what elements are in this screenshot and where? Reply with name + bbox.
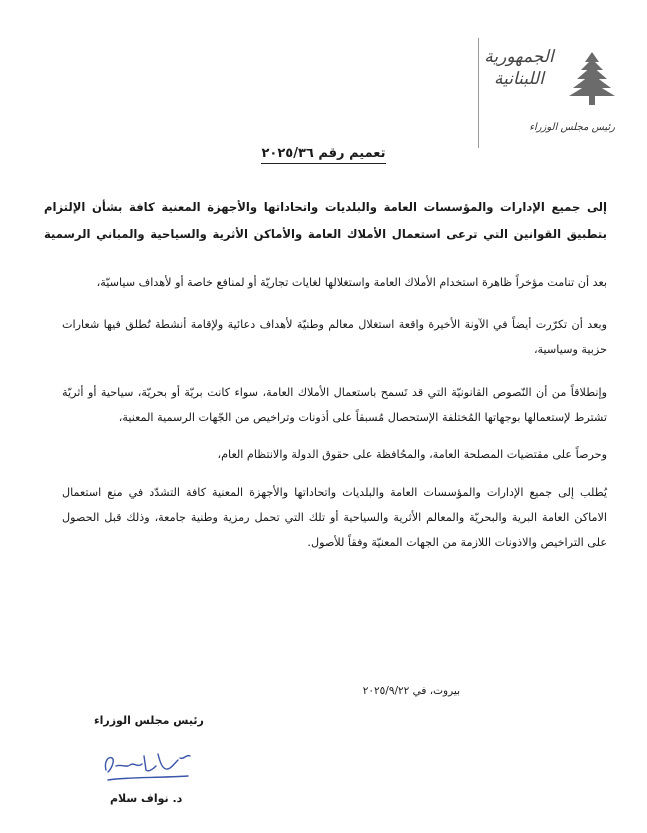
circular-title <box>0 146 647 164</box>
signer-title: رئيس مجلس الوزراء <box>94 714 204 727</box>
body-text <box>62 270 607 573</box>
republic-seal-text <box>479 46 559 90</box>
paragraph-5: يُطلب إلى جميع الإدارات والمؤسسات العامة والبلديات واتحاداتها والأجهزة المعنية كافة التشدّد في منع استعمال الاماكن العامة البرية والبحريّة والمعالم الأثرية والسياحية أو تلك التي تحمل رمزية وطنية جامعة، وذلك قبل الحصول على التراخيص والاذونات اللازمة من الجهات المعنيّة وفقاً للأصول. <box>62 486 607 549</box>
letterhead-office: رئيس مجلس الوزراء <box>529 122 615 133</box>
circular-number: تعميم رقم ٢٠٢٥/٣٦ <box>261 146 385 164</box>
handwritten-signature <box>96 748 196 784</box>
recipients-block <box>44 194 607 248</box>
paragraph-2: وبعد أن تكرّرت أيضاً في الآونة الأخيرة واقعة استغلال معالم وطنيّة لأهداف دعائية ولإقامة أنشطة تُطلق فيها شعارات حزبية وسياسية، <box>62 318 607 356</box>
recipients-line-2: بتطبيق القوانين التي ترعى استعمال الأملاك العامة والأماكن الأثرية والسياحية والمباني الرسمية <box>44 227 607 241</box>
signer-name: د. نواف سلام <box>110 792 183 805</box>
seal-line-2: اللبنانية <box>494 69 544 89</box>
place-date: بيروت، في ٢٠٢٥/٩/٢٢ <box>362 685 460 697</box>
paragraph-3: وإنطلاقاً من أن النّصوص القانونيّة التي قد تَسمح باستعمال الأملاك العامة، سواء كانت بريّة أو بحريّة، سياحية أو أثريّة تشترط لإستعمالها بوجهاتها المُختلفة الإستحصال مُسبقاً على أذونات وتراخيص من الجّهات الرسمية المعنية، <box>62 386 607 424</box>
recipients-line-1: إلى جميع الإدارات والمؤسسات العامة والبلديات واتحاداتها والأجهزة المعنية كافة بشأن الإلتزام <box>44 200 607 214</box>
cedar-tree-icon <box>567 48 617 108</box>
paragraph-1: بعد أن تنامت مؤخراً ظاهرة استخدام الأملاك العامة واستغلالها لغايات تجاريّة أو لمنافع خاصة أو لأهداف سياسيّة، <box>96 276 607 289</box>
seal-line-1: الجمهورية <box>484 47 554 67</box>
letterhead <box>478 38 629 148</box>
paragraph-4: وحرصاً على مقتضيات المصلحة العامة، والمحُافظة على حقوق الدولة والانتظام العام، <box>217 448 607 461</box>
